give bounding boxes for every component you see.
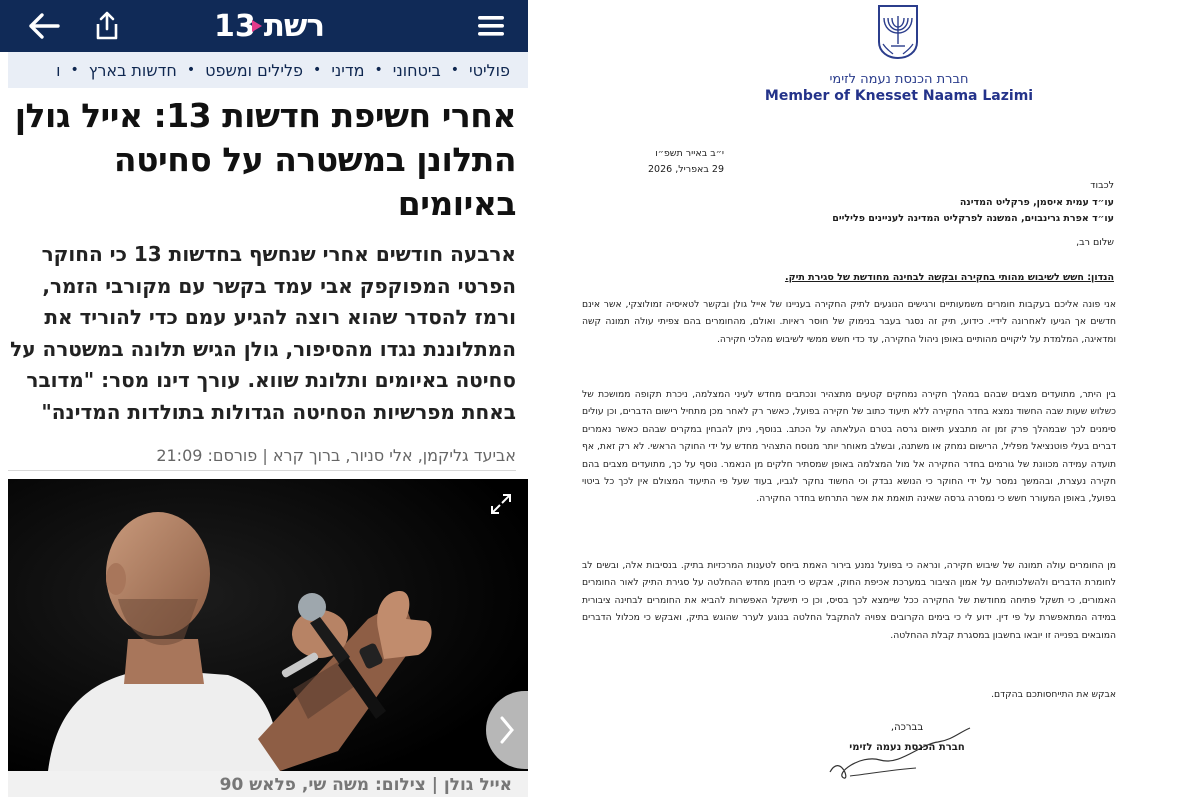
article-photo[interactable]	[8, 479, 528, 771]
letter-paragraph-1: אני פונה אליכם בעקבות חומרים משמעותיים ורגישים הנוגעים לתיק החקירה בעניינו של אייל גולן ובקשר לטאיסיה זמולוצקי, אשר אינם חדשים אך הגיעו לאחרונה לידיי. כידוע, תיק זה נסגר בעבר בנימוק של חוסר ראיות. ואולם, מהחומרים בהם צפיתי עולה תמונה קשה ומדאיגה, המלמדת על ליקויים מהותיים באופן ניהול החקירה, עד כדי חשש ממשי לשיבוש מהלכי חקירה.	[582, 299, 1116, 345]
official-letter	[544, 0, 1200, 797]
logo-play-triangle	[252, 20, 262, 32]
nav-separator: •	[374, 62, 383, 78]
nav-separator: •	[70, 62, 79, 78]
letter-paragraph-2: בין היתר, מתועדים מצבים שבהם במהלך חקירה נמחקים קטעים מתצהיר ונכתבים מחדש לעיני המצלמה, ניכרת תקופה ממושכת של כשלוש שעות שבה החשוד נמצא בחדר החקירה ללא תיעוד כתוב של חקירה בפועל, כאשר רק לאחר מכן מתחיל רישום הדברים, וכן עולים סימנים לכך שבמהלך פרק זמן זה מתבצע תיאום גרסה בטרם העלאתה על הכתב. בנוסף, ניתן להבחין במקרים שבהם כאשר נאמרים דברים בעלי פוטנציאל מפליל, הרישום נמחק או משתנה, ובשלב מאוחר יותר מנוסח התצהיר מחדש על ידי החוקר הראשי. לא רק זאת, אף תועדה עמידה מכוונת של גורמים בחדר החקירה אל מול המצלמה באופן שמסתיר חלקים מן הנאמר. נוסף על כך, מתועדים מצבים בהם חקירה נעצרת, ובהמשך נמסר על ידי החוקר כי הנושא נבדק וכי החשוד נחקר לגביו, בעוד שעל פי התיעוד המצולם אין לכך כל ביטוי בפועל, באופן המעורר חשש כי נמסרה גרסה שאינה תואמת את אשר התרחש בחדר החקירה.	[582, 389, 1116, 505]
signer-name: חברת הכנסת נעמה לזימי	[849, 742, 965, 753]
article-header	[8, 94, 516, 467]
nav-item-crime-law[interactable]: פלילים ומשפט	[205, 60, 304, 80]
nav-separator: •	[313, 62, 322, 78]
recipient-2: עו״ד אפרת גרינבוים, המשנה לפרקליט המדינה לעניינים פליליים	[832, 213, 1114, 224]
nav-item-security[interactable]: ביטחוני	[392, 60, 441, 80]
nav-separator: •	[186, 62, 196, 78]
recipient-1: עו״ד עמית איסמן, פרקליט המדינה	[959, 196, 1114, 208]
article-headline: אחרי חשיפת חדשות 13: אייל גולן התלונן במשטרה על סחיטה באיומים	[14, 96, 516, 223]
closing: בברכה,	[890, 722, 924, 733]
office-name-hebrew: חברת הכנסת נעמה לזימי	[829, 72, 969, 87]
photo-caption: אייל גולן | צילום: משה שי, פלאש 90	[8, 771, 528, 797]
greeting: שלום רב,	[1076, 237, 1114, 248]
menorah-emblem-icon	[875, 4, 921, 60]
nav-item-diplomacy[interactable]: מדיני	[331, 60, 365, 80]
category-nav	[8, 52, 528, 88]
article-subhead: ארבעה חודשים אחרי שנחשף בחדשות 13 כי החוקר הפרטי המפוקפק אבי עמד בקשר עם מקורבי הזמר, ורמז להסדר שהוא רוצה להגיע עמם כדי להוריד את המתלוננת נגדו מהסיפור, גולן הגיש תלונה במשטרה על סחיטה באיומים ותלונת שווא. עורך דינו מסר: "מדובר באחת מפרשיות הסחיטה הגדולות בתולדות המדינה"	[10, 242, 516, 424]
letter-subject: הנדון: חשש לשיבוש מהותי בחקירה ובקשה לבחינה מחודשת של סגירת תיק.	[784, 272, 1114, 283]
nav-separator: •	[450, 62, 460, 78]
reshet13-logo[interactable]	[214, 8, 324, 44]
share-icon[interactable]	[92, 0, 122, 52]
office-name-english: Member of Knesset Naama Lazimi	[764, 88, 1034, 104]
date-gregorian: 29 באפריל, 2026	[647, 164, 724, 175]
recipients-block	[644, 178, 1114, 228]
nav-item-more[interactable]: ו	[56, 60, 61, 80]
date-hebrew: י״ב באייר תשפ״ו	[655, 148, 724, 159]
hamburger-menu-icon[interactable]	[474, 0, 508, 52]
letter-paragraph-3: מן החומרים עולה תמונה של שיבוש חקירה, ונראה כי בפועל נמנע בירור האמת ביחס לטענות המרכזיות בתיק. בנסיבות אלה, ובשים לב לחומרת הדברים ולהשלכותיהם על אמון הציבור במערכת אכיפת החוק, אבקש כי תיבחן מחדש ההחלטה על סגירת התיק לאור החומרים האמורים, כי תשקל פתיחה מחודשת של החקירה ככל שיימצא לכך בסיס, וכן כי תישקל האפשרות להביא את החומרים לבחינה ציבורית במידה המתאפשרת על פי דין. ידוע לי כי בימים הקרובים צפויה להתקבל החלטה בנוגע לערר שהוגש בתיק, ואבקש כי מכלול הדברים המובאים בפנייה זו יובאו בחשבון במסגרת קבלת ההחלטה.	[582, 560, 1116, 641]
nav-item-local-news[interactable]: חדשות בארץ	[88, 60, 177, 80]
divider	[8, 470, 516, 471]
singer-photo-illustration	[8, 479, 528, 771]
divider	[528, 0, 544, 797]
article-byline: אביעד גליקמן, אלי סניור, ברוך קרא | פורסם: 21:09	[156, 445, 516, 465]
letter-paragraph-4: אבקש את התייחסותכם בהקדם.	[991, 689, 1116, 700]
nav-item-politics[interactable]: פוליטי	[469, 60, 510, 80]
to-label: לכבוד	[1090, 180, 1114, 191]
app-header	[0, 0, 528, 52]
news-app-screenshot	[0, 0, 528, 797]
logo-text: רשת	[263, 8, 325, 44]
back-arrow-icon[interactable]	[26, 0, 62, 52]
expand-icon[interactable]	[490, 493, 512, 515]
logo-number: 13	[214, 9, 262, 44]
signature-block	[844, 718, 970, 758]
